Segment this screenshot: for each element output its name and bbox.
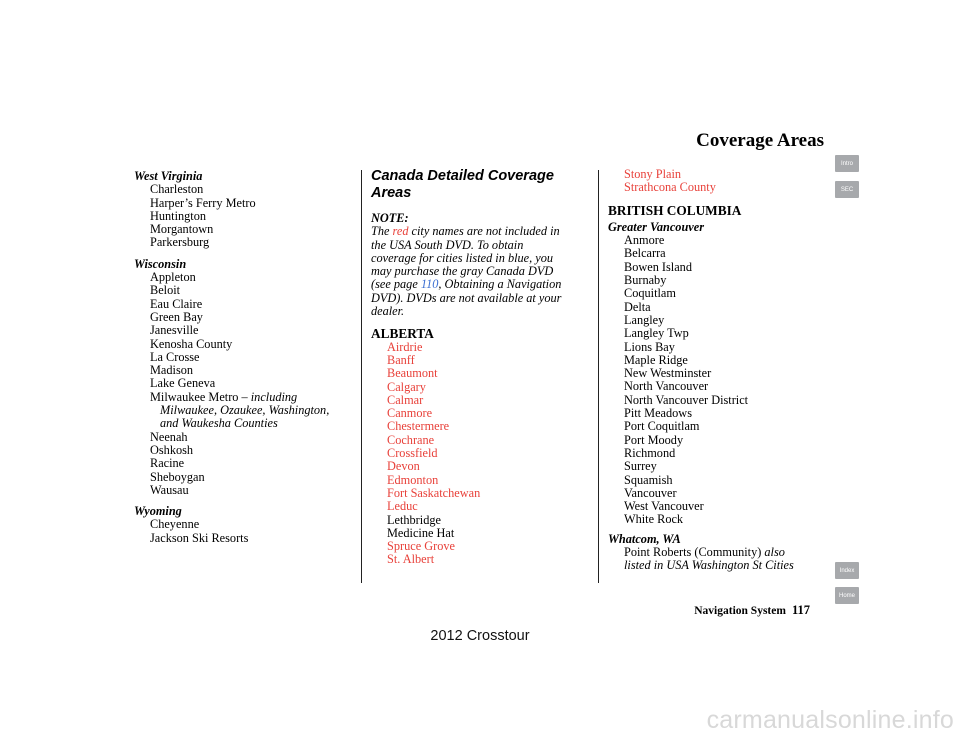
note-heading: NOTE: <box>371 211 409 225</box>
list-item: Harper’s Ferry Metro <box>150 195 256 210</box>
province-heading: ALBERTA <box>371 326 434 342</box>
list-item: Lethbridge <box>387 512 441 527</box>
list-item: Anmore <box>624 233 665 248</box>
list-item: Banff <box>387 352 415 367</box>
city-list <box>608 168 833 195</box>
list-item: Belcarra <box>624 246 666 261</box>
list-item: Calmar <box>387 392 424 407</box>
footer-system-name: Navigation System <box>694 605 786 617</box>
list-item: Port Coquitlam <box>624 419 700 434</box>
list-item: Coquitlam <box>624 286 676 301</box>
list-item: Port Moody <box>624 432 684 447</box>
list-item-note: and Waukesha Counties <box>160 416 278 431</box>
state-group-west-virginia <box>134 170 354 250</box>
page-number: 117 <box>791 603 810 617</box>
list-item: Squamish <box>624 472 673 487</box>
region-name: Whatcom, WA <box>608 531 681 546</box>
note-text: The red city names are not included in the USA South DVD. To obtain coverage for cities listed in blue, you may purchase the gray Canada DVD (see page 110, Obtaining a Navigation DVD). DVDs are not available at your dealer. <box>371 224 562 319</box>
province-heading: BRITISH COLUMBIA <box>608 202 742 218</box>
list-item: Chestermere <box>387 419 450 434</box>
list-item: Edmonton <box>387 472 439 487</box>
model-name: 2012 Crosstour <box>430 628 530 644</box>
watermark: carmanualsonline.info <box>706 706 954 734</box>
list-item: Wausau <box>150 482 189 497</box>
state-name: Wisconsin <box>134 256 187 271</box>
list-item: Neenah <box>150 429 188 444</box>
list-item: Strathcona County <box>624 180 716 195</box>
list-item: Leduc <box>387 499 418 514</box>
sec-tab-button[interactable]: SEC <box>835 181 859 198</box>
list-item: Vancouver <box>624 485 677 500</box>
list-item: Green Bay <box>150 309 203 324</box>
list-item: Appleton <box>150 270 196 285</box>
list-item: Cheyenne <box>150 517 200 532</box>
list-item: Lions Bay <box>624 339 675 354</box>
list-item: Langley Twp <box>624 326 689 341</box>
list-item: North Vancouver <box>624 379 709 394</box>
list-item: Parkersburg <box>150 235 210 250</box>
list-item: Oshkosh <box>150 442 194 457</box>
list-item: Jackson Ski Resorts <box>150 530 249 545</box>
list-item: Maple Ridge <box>624 352 688 367</box>
list-item: St. Albert <box>387 552 435 567</box>
column-canada <box>371 168 586 567</box>
list-item: Racine <box>150 456 185 471</box>
list-item: Morgantown <box>150 222 214 237</box>
page-link[interactable]: 110 <box>420 277 439 292</box>
list-item-note: listed in USA Washington St Cities <box>624 558 794 573</box>
city-list <box>608 234 833 527</box>
state-name: Wyoming <box>134 504 182 519</box>
list-item: La Crosse <box>150 349 200 364</box>
list-item: Delta <box>624 299 651 314</box>
list-item: Medicine Hat <box>387 525 455 540</box>
list-item: Bowen Island <box>624 259 692 274</box>
list-item: Calgary <box>387 379 426 394</box>
list-item: Langley <box>624 312 665 327</box>
list-item: Janesville <box>150 323 199 338</box>
list-item: New Westminster <box>624 366 712 381</box>
list-item: North Vancouver District <box>624 392 749 407</box>
column-divider <box>598 170 599 583</box>
state-group-wyoming <box>134 505 354 545</box>
list-item: White Rock <box>624 512 684 527</box>
region-group-greater-vancouver <box>608 221 833 527</box>
column-canada-cont <box>608 168 833 573</box>
list-item: Cochrane <box>387 432 435 447</box>
list-item: Eau Claire <box>150 296 203 311</box>
list-item: Beloit <box>150 283 181 298</box>
list-item: Canmore <box>387 406 433 421</box>
page-footer <box>694 603 810 618</box>
list-item: Spruce Grove <box>387 539 455 554</box>
list-item: Kenosha County <box>150 336 233 351</box>
list-item: Fort Saskatchewan <box>387 485 481 500</box>
list-item: Beaumont <box>387 366 438 381</box>
region-group-whatcom <box>608 533 833 573</box>
list-item: Surrey <box>624 459 657 474</box>
city-list <box>371 341 586 567</box>
list-item: Point Roberts (Community) also <box>624 545 785 560</box>
list-item: Huntington <box>150 208 207 223</box>
list-item: Burnaby <box>624 273 667 288</box>
list-item: West Vancouver <box>624 499 704 514</box>
section-title: Canada Detailed Coverage Areas <box>371 168 554 201</box>
region-name: Greater Vancouver <box>608 219 704 234</box>
list-item: Charleston <box>150 182 204 197</box>
list-item: Sheboygan <box>150 469 205 484</box>
column-us-states <box>134 170 354 545</box>
list-item: Pitt Meadows <box>624 406 692 421</box>
state-group-wisconsin <box>134 258 354 497</box>
home-tab-button[interactable]: Home <box>835 587 859 604</box>
intro-tab-button[interactable]: Intro <box>835 155 859 172</box>
column-divider <box>361 170 362 583</box>
list-item: Madison <box>150 363 194 378</box>
list-item-note: Milwaukee, Ozaukee, Washington, <box>160 403 330 418</box>
list-item-milwaukee: Milwaukee Metro – including <box>150 389 298 404</box>
list-item: Lake Geneva <box>150 376 216 391</box>
index-tab-button[interactable]: Index <box>835 562 859 579</box>
list-item: Richmond <box>624 445 676 460</box>
list-item: Airdrie <box>387 339 423 354</box>
list-item: Stony Plain <box>624 167 682 181</box>
page-title: Coverage Areas <box>696 130 824 151</box>
state-name: West Virginia <box>134 169 203 183</box>
list-item: Crossfield <box>387 446 438 461</box>
list-item: Devon <box>387 459 420 474</box>
